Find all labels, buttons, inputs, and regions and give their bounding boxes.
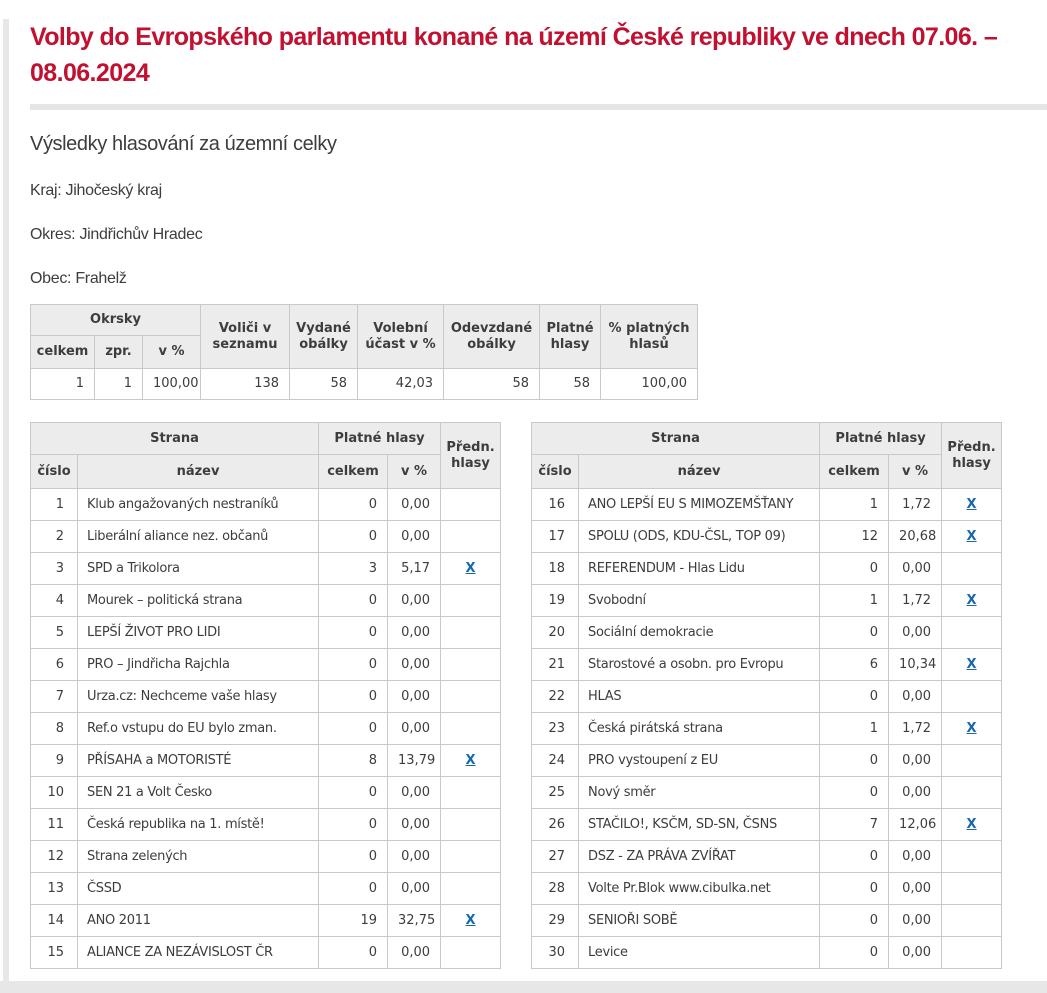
party-row: [31, 937, 501, 969]
celkem-header: celkem: [319, 455, 388, 489]
party-votes-percent: 0,00: [889, 617, 942, 649]
party-row: [532, 585, 1002, 617]
party-votes-total: 0: [820, 553, 889, 585]
party-votes-percent: 1,72: [889, 585, 942, 617]
party-votes-total: 0: [820, 873, 889, 905]
party-row: [31, 713, 501, 745]
party-pref-cell: [942, 809, 1002, 841]
preferential-votes-link[interactable]: X: [465, 912, 476, 928]
party-number: 30: [532, 937, 579, 969]
party-number: 8: [31, 713, 78, 745]
party-votes-total: 0: [820, 937, 889, 969]
party-pref-cell: [441, 649, 501, 681]
vpct-header: v %: [388, 455, 441, 489]
party-number: 11: [31, 809, 78, 841]
party-name: SEN 21 a Volt Česko: [78, 777, 319, 809]
party-votes-percent: 0,00: [889, 841, 942, 873]
party-votes-total: 0: [319, 713, 388, 745]
party-number: 6: [31, 649, 78, 681]
party-row: [31, 521, 501, 553]
party-votes-total: 0: [319, 489, 388, 521]
party-number: 1: [31, 489, 78, 521]
party-votes-percent: 0,00: [388, 841, 441, 873]
party-votes-total: 0: [820, 777, 889, 809]
obec-line: Obec: Frahelž: [30, 270, 127, 287]
party-pref-cell: [441, 585, 501, 617]
party-pref-cell: [441, 777, 501, 809]
party-row: [532, 681, 1002, 713]
celkem-header: celkem: [820, 455, 889, 489]
preferential-votes-link[interactable]: X: [465, 560, 476, 576]
party-votes-total: 1: [820, 585, 889, 617]
party-votes-total: 0: [319, 841, 388, 873]
preferential-votes-link[interactable]: X: [966, 592, 977, 608]
party-votes-total: 0: [319, 585, 388, 617]
okrsky-group-header: Okrsky: [31, 305, 201, 336]
party-pref-cell: [441, 489, 501, 521]
party-name: ČSSD: [78, 873, 319, 905]
party-row: [31, 873, 501, 905]
party-votes-total: 0: [319, 873, 388, 905]
results-table-right: [531, 422, 1002, 969]
party-votes-total: 0: [319, 681, 388, 713]
party-pref-cell: [441, 521, 501, 553]
party-votes-percent: 32,75: [388, 905, 441, 937]
party-number: 10: [31, 777, 78, 809]
kraj-line: Kraj: Jihočeský kraj: [30, 182, 162, 199]
odevzdane-obalky-header: Odevzdané obálky: [444, 305, 540, 369]
party-row: [31, 809, 501, 841]
party-votes-percent: 0,00: [388, 809, 441, 841]
party-number: 14: [31, 905, 78, 937]
party-votes-percent: 12,06: [889, 809, 942, 841]
party-votes-percent: 0,00: [388, 585, 441, 617]
party-number: 16: [532, 489, 579, 521]
party-votes-percent: 0,00: [388, 937, 441, 969]
party-votes-total: 1: [820, 713, 889, 745]
party-name: ALIANCE ZA NEZÁVISLOST ČR: [78, 937, 319, 969]
party-number: 12: [31, 841, 78, 873]
vpct-header: v %: [889, 455, 942, 489]
party-votes-total: 0: [820, 905, 889, 937]
results-table-left: [30, 422, 501, 969]
strana-group-header: Strana: [532, 423, 820, 455]
party-votes-percent: 0,00: [388, 489, 441, 521]
party-votes-percent: 0,00: [388, 713, 441, 745]
party-number: 29: [532, 905, 579, 937]
party-votes-percent: 0,00: [388, 777, 441, 809]
page-edge-strip-bottom: [0, 981, 1047, 993]
volici-v-seznamu-header: Voliči v seznamu: [201, 305, 290, 369]
party-row: [31, 585, 501, 617]
party-row: [532, 873, 1002, 905]
party-row: [532, 809, 1002, 841]
party-number: 9: [31, 745, 78, 777]
party-votes-percent: 20,68: [889, 521, 942, 553]
party-row: [532, 937, 1002, 969]
page-title: Volby do Evropského parlamentu konané na území České republiky ve dnech 07.06. – 08.06.2024: [30, 23, 998, 87]
party-votes-total: 0: [319, 617, 388, 649]
party-name: Starostové a osobn. pro Evropu: [579, 649, 820, 681]
party-number: 4: [31, 585, 78, 617]
party-number: 15: [31, 937, 78, 969]
party-name: Ref.o vstupu do EU bylo zman.: [78, 713, 319, 745]
party-row: [532, 649, 1002, 681]
party-pref-cell: [441, 937, 501, 969]
party-name: Liberální aliance nez. občanů: [78, 521, 319, 553]
party-votes-percent: 0,00: [889, 681, 942, 713]
cislo-header: číslo: [31, 455, 78, 489]
party-name: Nový směr: [579, 777, 820, 809]
party-name: Sociální demokracie: [579, 617, 820, 649]
party-pref-cell: [441, 873, 501, 905]
party-row: [532, 905, 1002, 937]
party-number: 13: [31, 873, 78, 905]
party-pref-cell: [441, 553, 501, 585]
party-name: Svobodní: [579, 585, 820, 617]
nazev-header: název: [78, 455, 319, 489]
odevzdane-obalky-value: 58: [444, 369, 540, 400]
predn-hlasy-header: Předn. hlasy: [942, 423, 1002, 489]
party-row: [532, 713, 1002, 745]
party-row: [31, 745, 501, 777]
party-row: [532, 553, 1002, 585]
volebni-ucast-header: Volební účast v %: [358, 305, 444, 369]
party-pref-cell: [942, 777, 1002, 809]
party-pref-cell: [942, 745, 1002, 777]
volici-v-seznamu-value: 138: [201, 369, 290, 400]
party-name: Strana zelených: [78, 841, 319, 873]
party-pref-cell: [441, 809, 501, 841]
pct-platnych-hlasu-header: % platných hlasů: [601, 305, 698, 369]
party-name: REFERENDUM - Hlas Lidu: [579, 553, 820, 585]
preferential-votes-link[interactable]: X: [966, 816, 977, 832]
vydane-obalky-header: Vydané obálky: [290, 305, 358, 369]
party-number: 28: [532, 873, 579, 905]
party-pref-cell: [942, 649, 1002, 681]
party-pref-cell: [942, 713, 1002, 745]
summary-table: [30, 304, 698, 400]
party-row: [532, 521, 1002, 553]
party-number: 27: [532, 841, 579, 873]
party-votes-percent: 1,72: [889, 713, 942, 745]
party-pref-cell: [942, 521, 1002, 553]
party-number: 22: [532, 681, 579, 713]
party-votes-percent: 1,72: [889, 489, 942, 521]
preferential-votes-link[interactable]: X: [966, 496, 977, 512]
party-votes-percent: 0,00: [889, 873, 942, 905]
party-number: 26: [532, 809, 579, 841]
okrsky-zpr-value: 1: [95, 369, 143, 400]
party-votes-total: 0: [319, 521, 388, 553]
party-votes-total: 0: [319, 937, 388, 969]
party-votes-percent: 5,17: [388, 553, 441, 585]
party-row: [532, 489, 1002, 521]
party-number: 19: [532, 585, 579, 617]
party-name: Mourek – politická strana: [78, 585, 319, 617]
party-number: 20: [532, 617, 579, 649]
party-pref-cell: [942, 905, 1002, 937]
party-votes-percent: 13,79: [388, 745, 441, 777]
preferential-votes-link[interactable]: X: [966, 528, 977, 544]
party-votes-total: 0: [319, 649, 388, 681]
party-name: PRO – Jindřicha Rajchla: [78, 649, 319, 681]
preferential-votes-link[interactable]: X: [966, 656, 977, 672]
party-name: SPOLU (ODS, KDU-ČSL, TOP 09): [579, 521, 820, 553]
okrsky-zpr-header: zpr.: [95, 336, 143, 369]
party-number: 21: [532, 649, 579, 681]
party-pref-cell: [441, 841, 501, 873]
predn-hlasy-header: Předn. hlasy: [441, 423, 501, 489]
strana-group-header: Strana: [31, 423, 319, 455]
party-votes-percent: 0,00: [388, 617, 441, 649]
vydane-obalky-value: 58: [290, 369, 358, 400]
party-row: [31, 489, 501, 521]
party-number: 5: [31, 617, 78, 649]
party-votes-total: 0: [319, 777, 388, 809]
okres-line: Okres: Jindřichův Hradec: [30, 226, 203, 243]
preferential-votes-link[interactable]: X: [966, 720, 977, 736]
summary-values-row: [31, 369, 698, 400]
party-votes-total: 1: [820, 489, 889, 521]
party-row: [532, 745, 1002, 777]
party-number: 17: [532, 521, 579, 553]
party-name: Klub angažovaných nestraníků: [78, 489, 319, 521]
party-name: LEPŠÍ ŽIVOT PRO LIDI: [78, 617, 319, 649]
party-name: Levice: [579, 937, 820, 969]
party-votes-percent: 0,00: [388, 873, 441, 905]
party-name: SENIOŘI SOBĚ: [579, 905, 820, 937]
party-votes-total: 8: [319, 745, 388, 777]
party-pref-cell: [942, 489, 1002, 521]
party-pref-cell: [441, 713, 501, 745]
party-votes-total: 3: [319, 553, 388, 585]
platne-hlasy-value: 58: [540, 369, 601, 400]
party-votes-percent: 0,00: [889, 777, 942, 809]
party-votes-total: 0: [820, 841, 889, 873]
party-votes-percent: 0,00: [889, 745, 942, 777]
title-divider: [30, 104, 1047, 110]
page-content: [0, 19, 1047, 969]
party-pref-cell: [942, 937, 1002, 969]
party-number: 25: [532, 777, 579, 809]
okrsky-vpct-value: 100,00: [143, 369, 201, 400]
volebni-ucast-value: 42,03: [358, 369, 444, 400]
party-number: 18: [532, 553, 579, 585]
party-votes-total: 0: [319, 809, 388, 841]
okrsky-vpct-header: v %: [143, 336, 201, 369]
party-name: Urza.cz: Nechceme vaše hlasy: [78, 681, 319, 713]
party-number: 2: [31, 521, 78, 553]
party-pref-cell: [942, 585, 1002, 617]
party-number: 23: [532, 713, 579, 745]
party-row: [31, 841, 501, 873]
party-votes-percent: 0,00: [388, 649, 441, 681]
party-votes-percent: 0,00: [889, 553, 942, 585]
party-pref-cell: [441, 905, 501, 937]
party-votes-total: 0: [820, 745, 889, 777]
platne-hlasy-group-header: Platné hlasy: [319, 423, 441, 455]
party-row: [532, 617, 1002, 649]
party-votes-percent: 0,00: [889, 905, 942, 937]
party-votes-total: 0: [820, 681, 889, 713]
party-votes-percent: 0,00: [889, 937, 942, 969]
pct-platnych-hlasu-value: 100,00: [601, 369, 698, 400]
party-pref-cell: [942, 617, 1002, 649]
party-name: ANO LEPŠÍ EU S MIMOZEMŠŤANY: [579, 489, 820, 521]
party-name: Česká republika na 1. místě!: [78, 809, 319, 841]
party-votes-percent: 10,34: [889, 649, 942, 681]
platne-hlasy-header: Platné hlasy: [540, 305, 601, 369]
preferential-votes-link[interactable]: X: [465, 752, 476, 768]
party-row: [532, 841, 1002, 873]
party-name: PRO vystoupení z EU: [579, 745, 820, 777]
party-name: PŘÍSAHA a MOTORISTÉ: [78, 745, 319, 777]
party-number: 24: [532, 745, 579, 777]
party-pref-cell: [441, 681, 501, 713]
party-row: [31, 649, 501, 681]
party-row: [31, 777, 501, 809]
party-name: Česká pirátská strana: [579, 713, 820, 745]
party-row: [31, 905, 501, 937]
party-name: DSZ - ZA PRÁVA ZVÍŘAT: [579, 841, 820, 873]
party-row: [532, 777, 1002, 809]
party-name: ANO 2011: [78, 905, 319, 937]
party-votes-total: 12: [820, 521, 889, 553]
party-votes-total: 19: [319, 905, 388, 937]
party-votes-total: 7: [820, 809, 889, 841]
party-name: STAČILO!, KSČM, SD-SN, ČSNS: [579, 809, 820, 841]
party-name: SPD a Trikolora: [78, 553, 319, 585]
party-row: [31, 553, 501, 585]
party-votes-total: 6: [820, 649, 889, 681]
party-row: [31, 617, 501, 649]
party-votes-percent: 0,00: [388, 681, 441, 713]
party-name: HLAS: [579, 681, 820, 713]
party-number: 7: [31, 681, 78, 713]
nazev-header: název: [579, 455, 820, 489]
party-name: Volte Pr.Blok www.cibulka.net: [579, 873, 820, 905]
party-row: [31, 681, 501, 713]
okrsky-celkem-header: celkem: [31, 336, 95, 369]
okrsky-celkem-value: 1: [31, 369, 95, 400]
party-pref-cell: [942, 873, 1002, 905]
party-votes-total: 0: [820, 617, 889, 649]
party-pref-cell: [942, 553, 1002, 585]
party-pref-cell: [441, 745, 501, 777]
party-pref-cell: [942, 841, 1002, 873]
party-pref-cell: [441, 617, 501, 649]
cislo-header: číslo: [532, 455, 579, 489]
party-pref-cell: [942, 681, 1002, 713]
party-number: 3: [31, 553, 78, 585]
results-tables-row: [30, 422, 1047, 969]
section-title: Výsledky hlasování za územní celky: [30, 133, 337, 155]
party-votes-percent: 0,00: [388, 521, 441, 553]
platne-hlasy-group-header: Platné hlasy: [820, 423, 942, 455]
